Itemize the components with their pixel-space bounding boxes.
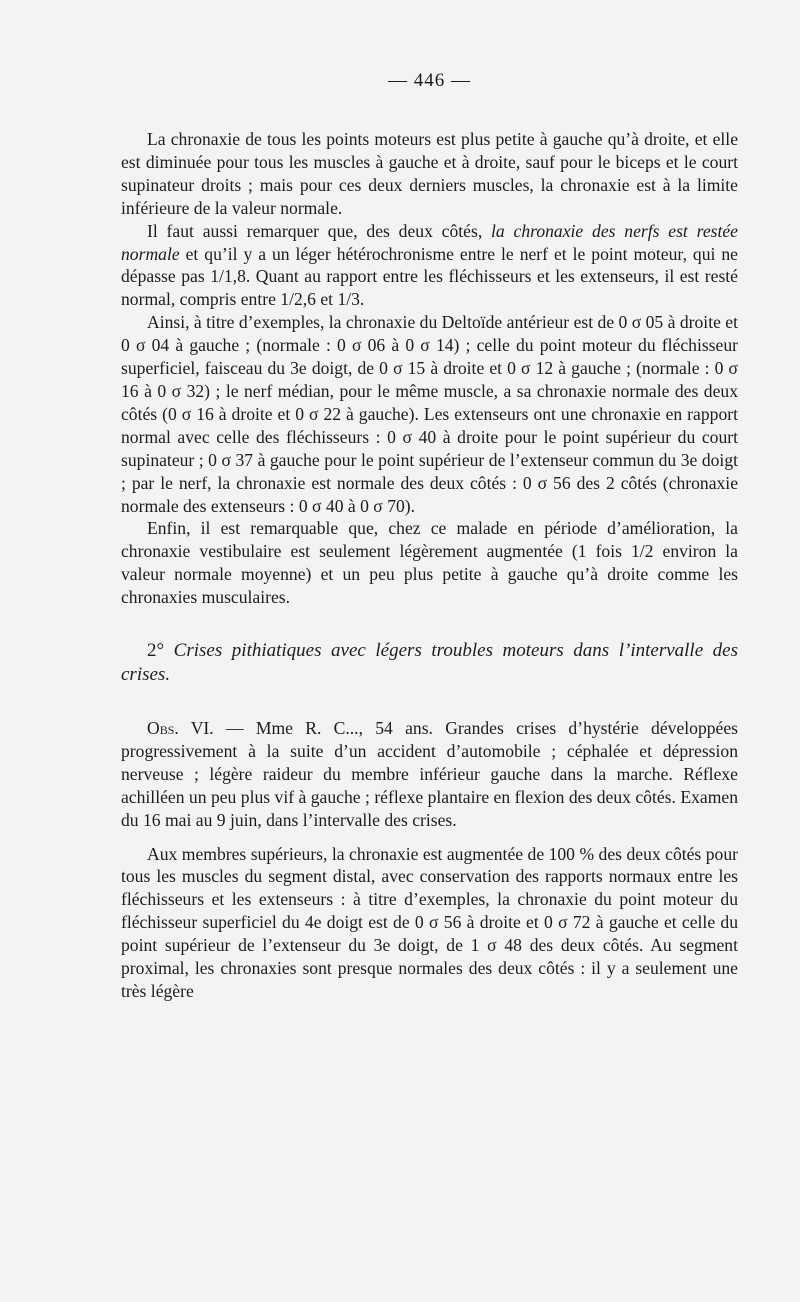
paragraph-text: et qu’il y a un léger hétérochronisme entre le nerf et le point moteur, qui ne dépasse pas 1/1,8. Quant au rapport entre les fléchisseurs et les extenseurs, il est resté normal, compris entre 1/2,6 et 1/3. bbox=[121, 243, 738, 310]
body-text-observation bbox=[121, 717, 738, 1003]
section-number: 2° bbox=[147, 640, 165, 662]
paragraph-chronaxie-points-moteurs: La chronaxie de tous les points moteurs est plus petite à gauche qu’à droite, et elle est diminuée pour tous les muscles à gauche et à droite, sauf pour le biceps et le court supinateur droits ; mais pour ces deux derniers muscles, la chronaxie est à la limite inférieure de la valeur normale. bbox=[121, 129, 738, 218]
paragraph-chronaxie-vestibulaire: Enfin, il est remarquable que, chez ce malade en période d’amélioration, la chronaxie vestibulaire est seulement légèrement augmentée (1 fois 1/2 environ la valeur normale moyenne) et un peu plus petite à gauche qu’à droite comme les chronaxies musculaires. bbox=[121, 518, 738, 608]
paragraph-text: Il faut aussi remarquer que, des deux côtés, bbox=[147, 220, 492, 241]
paragraph-nerfs-normale bbox=[121, 220, 738, 312]
paragraph-exemples-deltoide: Ainsi, à titre d’exemples, la chronaxie du Deltoïde antérieur est de 0 σ 05 à droite et 0 σ 04 à gauche ; (normale : 0 σ 06 à 0 σ 14) ; celle du point moteur du fléchisseur superficiel, faisceau du 3e doigt, de 0 σ 15 à droite et 0 σ 12 à gauche ; (normale : 0 σ 16 à 0 σ 32) ; le nerf médian, pour le même muscle, a sa chronaxie normale des deux côtés (0 σ 16 à droite et 0 σ 22 à gauche). Les extenseurs ont une chronaxie en rapport normal avec celle des fléchisseurs : 0 σ 40 à droite pour le point supérieur du court supinateur ; 0 σ 37 à gauche pour le point supérieur de l’extenseur commun du 3e doigt ; par le nerf, la chronaxie est normale des deux côtés : 0 σ 56 des 2 côtés (chronaxie normale des extenseurs : 0 σ 40 à 0 σ 70). bbox=[121, 312, 738, 516]
observation-label: Obs. VI. bbox=[147, 718, 214, 739]
observation-paragraph bbox=[121, 717, 738, 832]
body-text bbox=[121, 128, 738, 609]
section-title: Crises pithiatiques avec légers troubles moteurs dans l’intervalle des crises. bbox=[121, 640, 739, 686]
paragraph-gap bbox=[121, 832, 738, 843]
observation-text: — Mme R. C..., 54 ans. Grandes crises d’hystérie développées progressivement à la suite d’un accident d’automobile ; céphalée et dépression nerveuse ; légère raideur du membre inférieur gauche dans la marche. Réflexe achilléen un peu plus vif à gauche ; réflexe plantaire en flexion des deux côtés. Examen du 16 mai au 9 juin, dans l’intervalle des crises. bbox=[121, 718, 739, 830]
paragraph-membres-superieurs: Aux membres supérieurs, la chronaxie est augmentée de 100 % des deux côtés pour tous les muscles du segment distal, avec conservation des rapports normaux entre les fléchisseurs et les extenseurs : à titre d’exemples, la chronaxie du point moteur du fléchisseur superficiel du 4e doigt est de 0 σ 56 à droite et 0 σ 72 à gauche et celle du point supérieur de l’extenseur du 3e doigt, de 1 σ 48 des deux côtés. Au segment proximal, les chronaxies sont presque normales des deux côtés : il y a seulement une très légère bbox=[121, 843, 738, 1001]
page-number: — 446 — bbox=[388, 70, 471, 91]
section-heading bbox=[121, 639, 738, 687]
italic-emphasis: la chronaxie des nerfs est restée normale bbox=[121, 220, 738, 264]
